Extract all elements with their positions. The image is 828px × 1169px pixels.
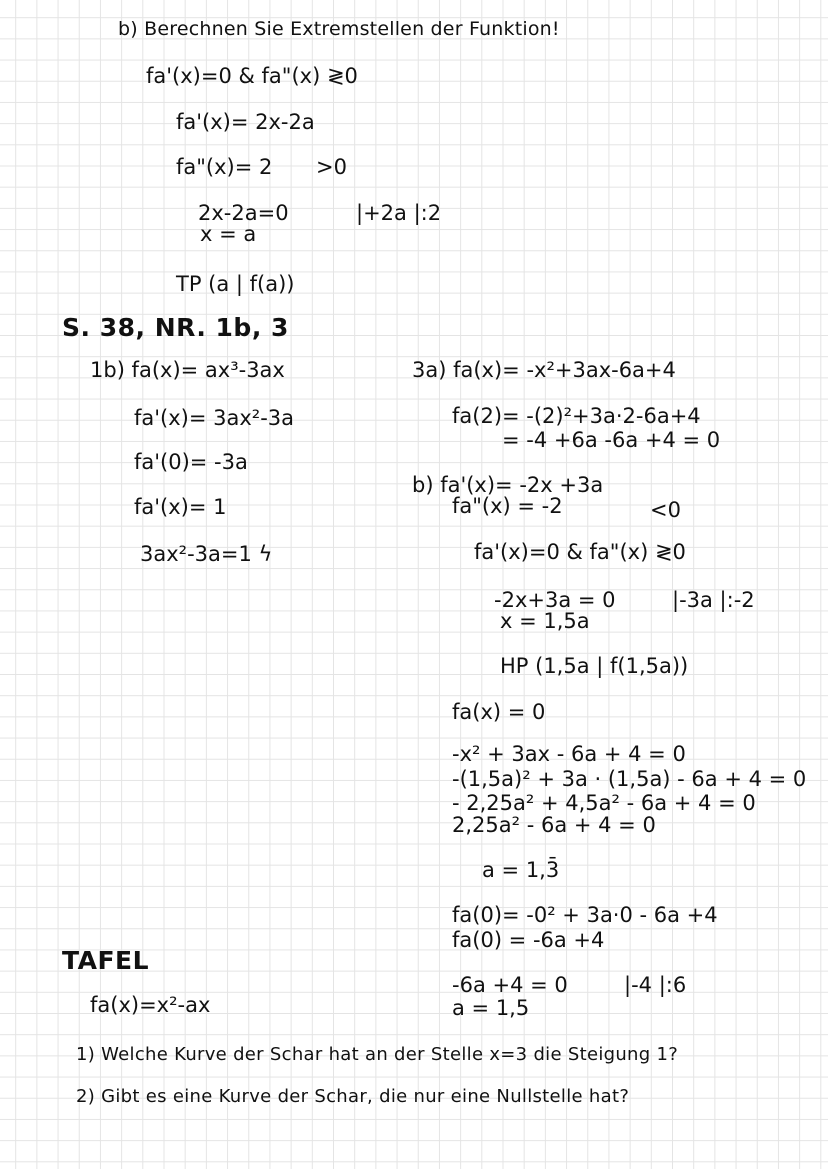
task-3a-result: = -4 +6a -6a +4 = 0 — [502, 428, 721, 452]
task-3a-function: 3a) fa(x)= -x²+3ax-6a+4 — [412, 358, 676, 382]
turning-point: TP (a | f(a)) — [176, 272, 295, 296]
solve-operations: |+2a |:2 — [356, 201, 442, 225]
solve-equation: 2x-2a=0 — [198, 201, 289, 225]
task-3b-first-derivative: b) fa'(x)= -2x +3a — [412, 473, 604, 497]
task-3b-zero-condition: fa(x) = 0 — [452, 700, 546, 724]
second-derivative-sign: >0 — [316, 155, 347, 179]
second-derivative: fa"(x)= 2 — [176, 155, 273, 179]
task-3b-equation: -2x+3a = 0 — [494, 588, 616, 612]
task-3b-a-value: a = 1,3̄ — [482, 858, 560, 882]
task-1b-derivative: fa'(x)= 3ax²-3a — [134, 406, 295, 430]
task-3b-line-3: - 2,25a² + 4,5a² - 6a + 4 = 0 — [452, 791, 756, 815]
task-3b-line-1: -x² + 3ax - 6a + 4 = 0 — [452, 742, 686, 766]
extremum-condition: fa'(x)=0 & fa"(x) ≷0 — [146, 64, 358, 88]
task-3b-second-derivative: fa"(x) = -2 — [452, 494, 563, 518]
task-3b-f0: fa(0)= -0² + 3a·0 - 6a +4 — [452, 903, 718, 927]
task-1b-derivative-at-0: fa'(0)= -3a — [134, 450, 248, 474]
question-1: 1) Welche Kurve der Schar hat an der Stelle x=3 die Steigung 1? — [76, 1044, 679, 1065]
task-1b-function: 1b) fa(x)= ax³-3ax — [90, 358, 285, 382]
task-3b-line-4: 2,25a² - 6a + 4 = 0 — [452, 813, 656, 837]
task-heading: S. 38, NR. 1b, 3 — [62, 313, 289, 342]
task-3b-operations-2: |-4 |:6 — [624, 973, 687, 997]
task-1b-equation: 3ax²-3a=1 ϟ — [140, 542, 273, 566]
section-b-title: b) Berechnen Sie Extremstellen der Funktion! — [118, 18, 560, 40]
task-3b-operations: |-3a |:-2 — [672, 588, 755, 612]
tafel-heading: TAFEL — [62, 946, 150, 975]
task-3b-condition: fa'(x)=0 & fa"(x) ≷0 — [474, 540, 686, 564]
task-3a-evaluate: fa(2)= -(2)²+3a·2-6a+4 — [452, 404, 701, 428]
task-3b-a-value-2: a = 1,5 — [452, 996, 530, 1020]
task-3b-second-derivative-sign: <0 — [650, 498, 681, 522]
question-2: 2) Gibt es eine Kurve der Schar, die nur eine Nullstelle hat? — [76, 1086, 630, 1107]
task-3b-x: x = 1,5a — [500, 609, 590, 633]
solution-x: x = a — [200, 222, 257, 246]
first-derivative: fa'(x)= 2x-2a — [176, 110, 315, 134]
task-3b-equation-2: -6a +4 = 0 — [452, 973, 568, 997]
task-3b-f0-simplified: fa(0) = -6a +4 — [452, 928, 605, 952]
tafel-function: fa(x)=x²-ax — [90, 993, 211, 1017]
task-1b-slope-condition: fa'(x)= 1 — [134, 495, 227, 519]
task-3b-high-point: HP (1,5a | f(1,5a)) — [500, 654, 689, 678]
task-3b-line-2: -(1,5a)² + 3a · (1,5a) - 6a + 4 = 0 — [452, 767, 807, 791]
